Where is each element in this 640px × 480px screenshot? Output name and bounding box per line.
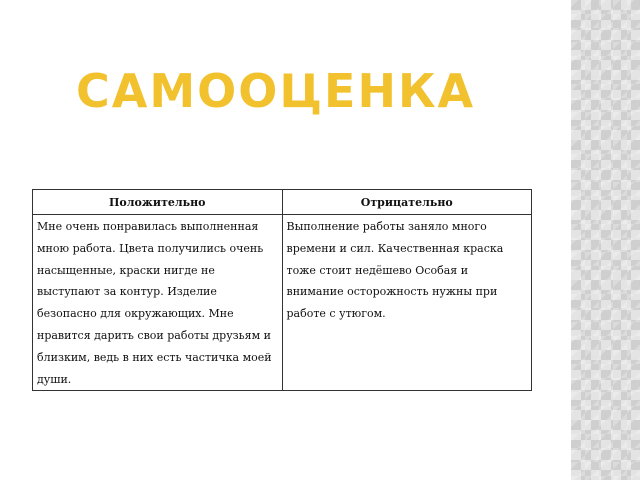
table-header-row (33, 190, 532, 215)
negative-text: Выполнение работы заняло много времени и сил. Качественная краска тоже стоит недёшево Особая и внимание осторожность нужны при работе с утюгом. (286, 220, 504, 321)
negative-cell (282, 215, 532, 391)
positive-cell (33, 215, 283, 391)
header-negative: Отрицательно (282, 190, 532, 215)
positive-text: Мне очень понравилась выполненная мною работа. Цвета получились очень насыщенные, краски нигде не выступают за контур. Изделие безопасно для окружающих. Мне нравится дарить свои работы друзьям и близким, ведь в них есть частичка моей души. (37, 220, 272, 386)
header-positive: Положительно (33, 190, 283, 215)
table-row (33, 215, 532, 391)
decorative-side-pattern (571, 0, 640, 480)
self-assessment-table (32, 189, 532, 391)
slide-title: САМООЦЕНКА (76, 64, 476, 118)
